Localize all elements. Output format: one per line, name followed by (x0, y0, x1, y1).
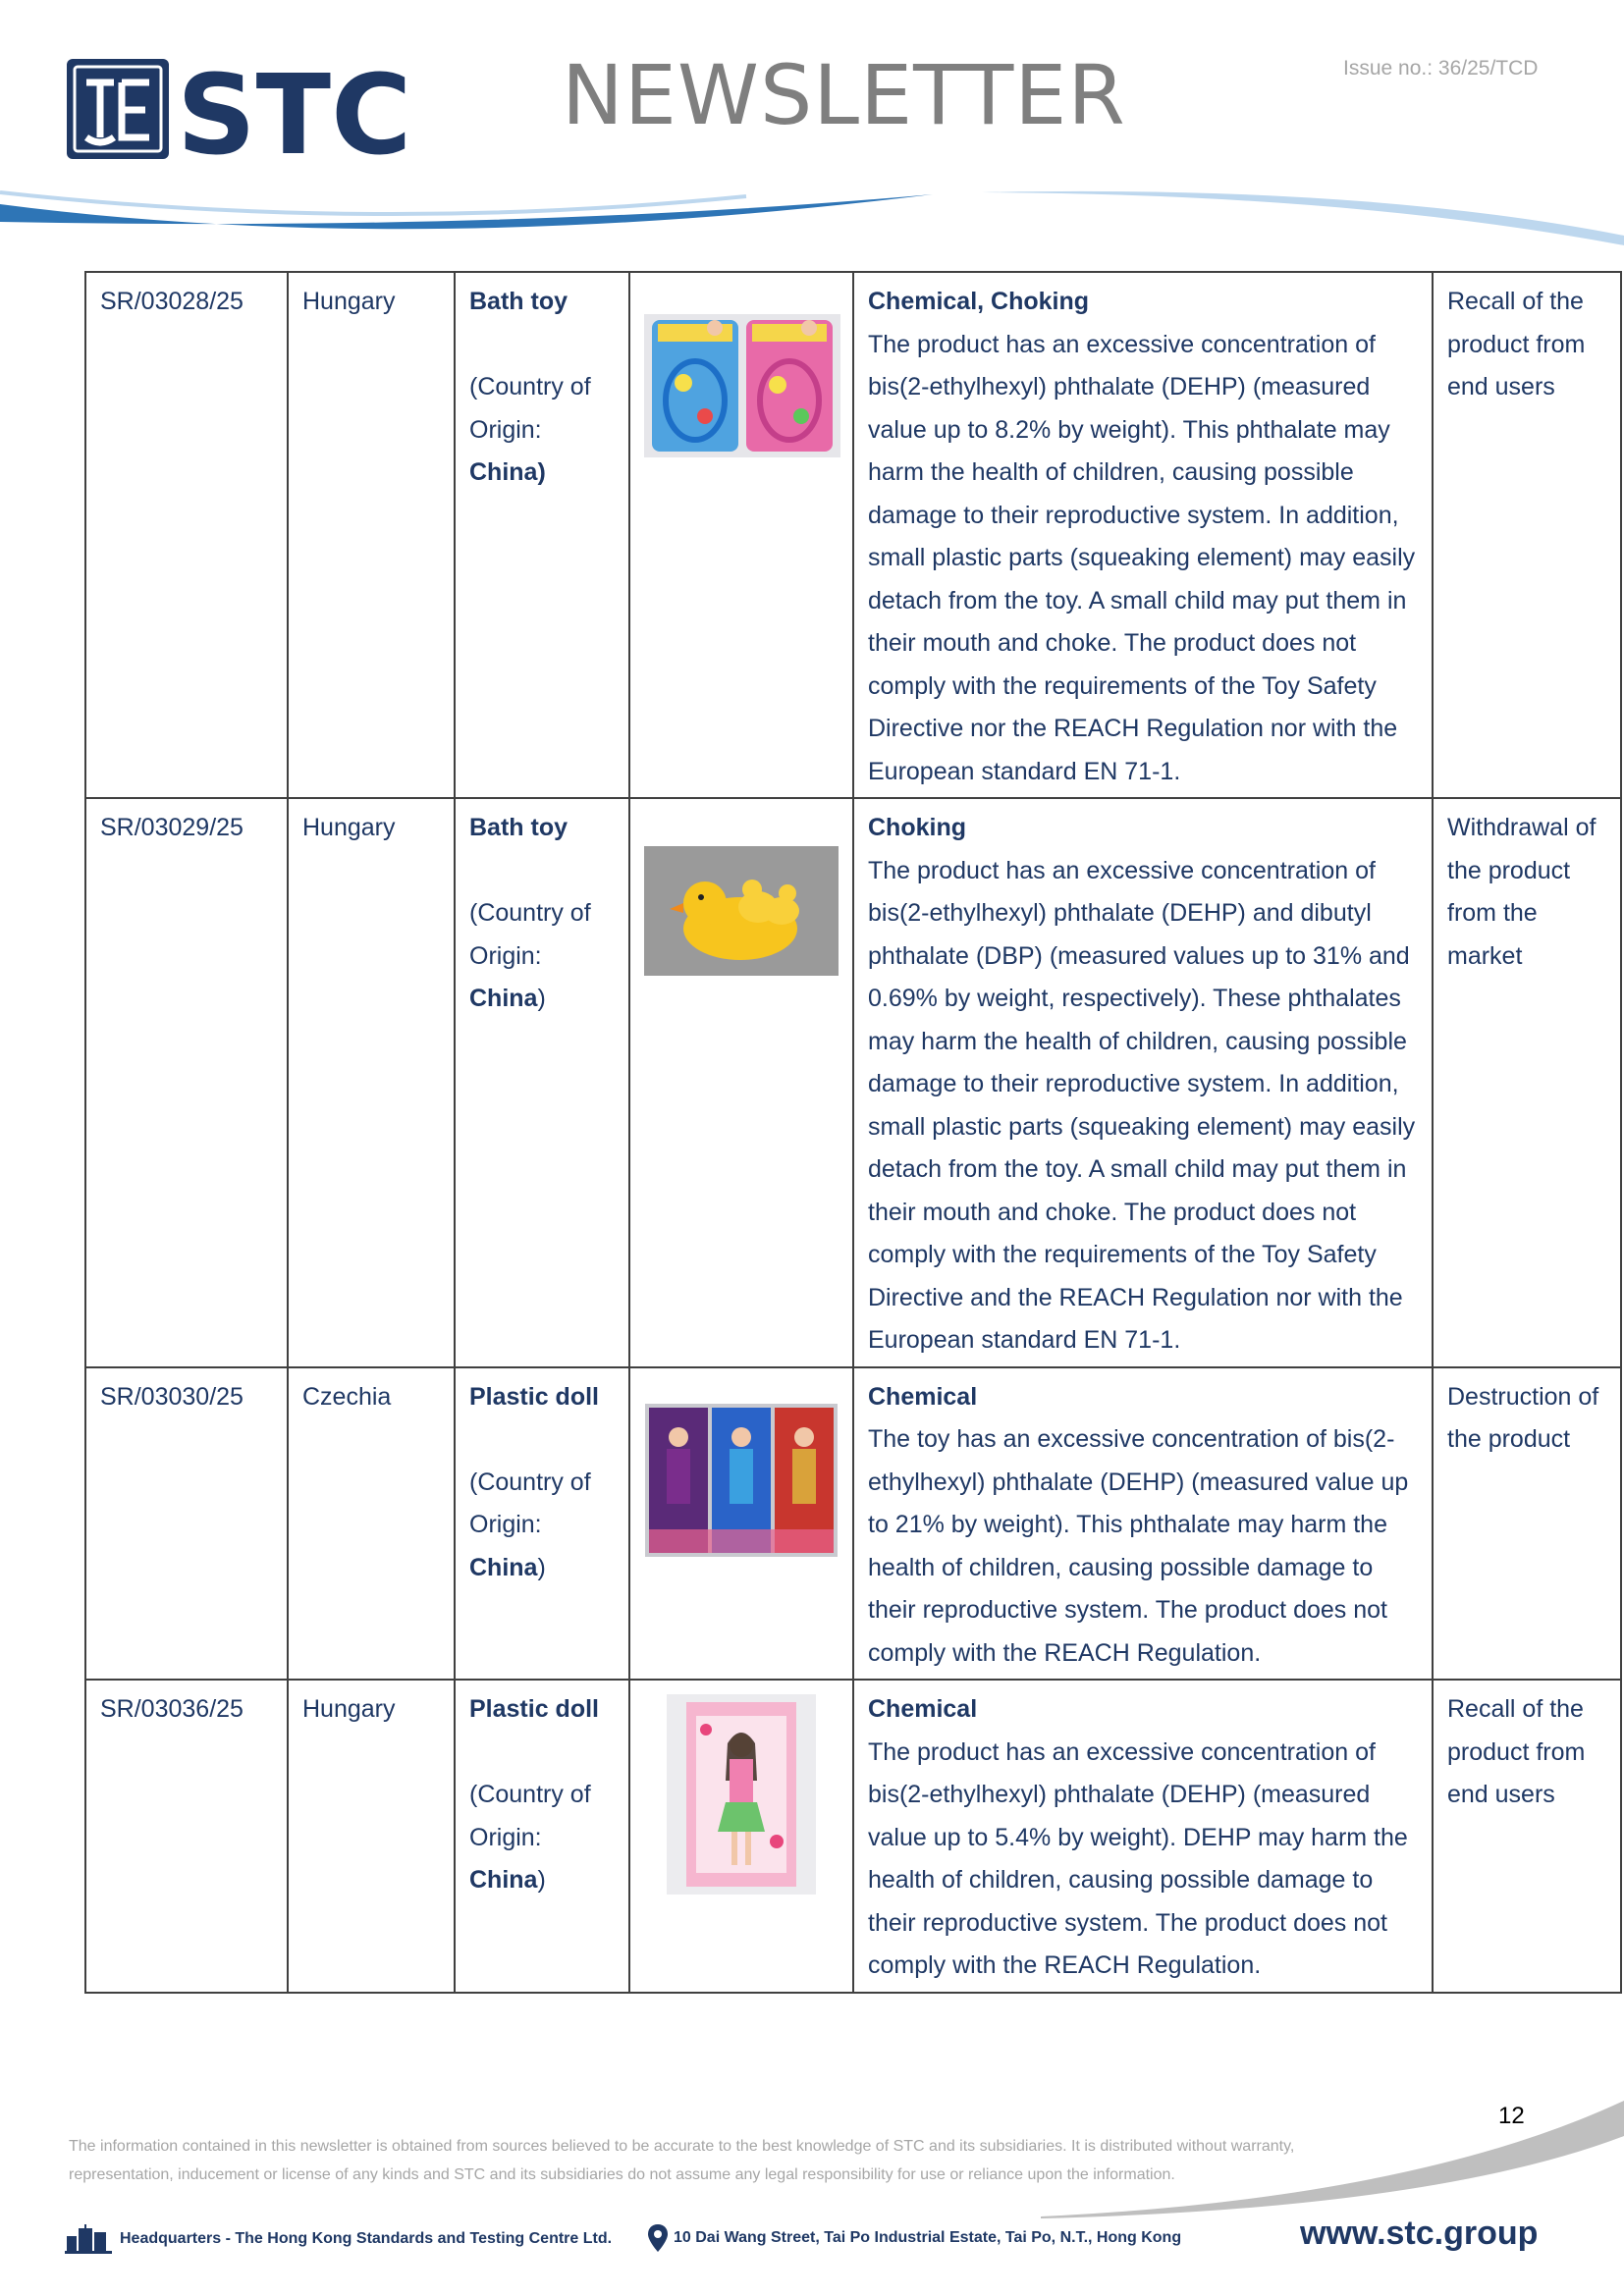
origin-value: China (469, 1553, 538, 1581)
table-row (85, 272, 1621, 798)
product-photo-cell (629, 1367, 853, 1681)
newsletter-title: NEWSLETTER (562, 47, 1126, 143)
stc-logo (67, 57, 460, 161)
origin-label: (Country of Origin: (469, 1468, 591, 1538)
svg-text:STC: STC (177, 57, 412, 161)
product-photo-cell (629, 798, 853, 1367)
rubber-duck-image (644, 846, 839, 976)
risk-cell (853, 1680, 1433, 1993)
fashion-dolls-image (645, 1404, 838, 1557)
address-text: 10 Dai Wang Street, Tai Po Industrial Estate, Tai Po, N.T., Hong Kong (674, 2229, 1182, 2246)
reference-number: SR/03030/25 (85, 1367, 288, 1681)
table-row (85, 1367, 1621, 1681)
risk-description: The product has an excessive concentration of bis(2-ethylhexyl) phthalate (DEHP) and dibutyl phthalate (DBP) (measured values up to 31% and 0.69% by weight, respectively). These phthalates may harm the health of children, causing possible damage to their reproductive system. In addition, small plastic parts (squeaking element) may easily detach from the toy. A small child may put them in their mouth and choke. The product does not comply with the requirements of the Toy Safety Directive and the REACH Regulation nor with the European standard EN 71-1. (868, 856, 1416, 1354)
product-photo-cell (629, 1680, 853, 1993)
product-name: Plastic doll (469, 1382, 599, 1411)
origin-close: ) (537, 1866, 546, 1894)
notifying-country: Hungary (288, 798, 455, 1367)
disclaimer: The information contained in this newsletter is obtained from sources believed to be accurate to the best knowledge of STC and its subsidiaries. It is distributed without warranty, representation, inducement or license of any kinds and STC and its subsidiaries do not assume any legal responsibility for use or reliance upon the information. (69, 2138, 1295, 2183)
product-name: Bath toy (469, 814, 568, 841)
headquarters-text: Headquarters - The Hong Kong Standards and Testing Centre Ltd. (120, 2230, 613, 2247)
product-cell (455, 1680, 629, 1993)
risk-cell (853, 1367, 1433, 1681)
risk-cell (853, 798, 1433, 1367)
location-pin-icon (648, 2224, 668, 2252)
origin-value: China) (469, 458, 546, 486)
product-cell (455, 1367, 629, 1681)
notifying-country: Hungary (288, 272, 455, 798)
measures-taken: Destruction of the product (1433, 1367, 1621, 1681)
risk-description: The product has an excessive concentration of bis(2-ethylhexyl) phthalate (DEHP) (measured value up to 8.2% by weight). This phthalate may harm the health of children, causing possible damage to their reproductive system. In addition, small plastic parts (squeaking element) may easily detach from the toy. A small child may put them in their mouth and choke. The product does not comply with the requirements of the Toy Safety Directive nor the REACH Regulation nor with the European standard EN 71-1. (868, 330, 1416, 785)
notifying-country: Hungary (288, 1680, 455, 1993)
recall-table (84, 271, 1622, 1994)
risk-description: The product has an excessive concentration of bis(2-ethylhexyl) phthalate (DEHP) (measured value up to 5.4% by weight). DEHP may harm the health of children, causing possible damage to their reproductive system. The product does not comply with the REACH Regulation. (868, 1737, 1408, 1979)
reference-number: SR/03029/25 (85, 798, 288, 1367)
origin-label: (Country of Origin: (469, 373, 591, 444)
notifying-country: Czechia (288, 1367, 455, 1681)
origin-close: ) (537, 985, 546, 1012)
origin-close: ) (537, 1553, 546, 1581)
reference-number: SR/03028/25 (85, 272, 288, 798)
product-name: Plastic doll (469, 1695, 599, 1723)
risk-type: Choking (868, 814, 966, 841)
product-photo-cell (629, 272, 853, 798)
measures-taken: Recall of the product from end users (1433, 1680, 1621, 1993)
issue-number: Issue no.: 36/25/TCD (1343, 57, 1539, 80)
origin-label: (Country of Origin: (469, 899, 591, 970)
product-cell (455, 272, 629, 798)
risk-type: Chemical (868, 1382, 978, 1411)
headquarters-info (65, 2224, 612, 2254)
table-row (85, 1680, 1621, 1993)
address-info (648, 2224, 1181, 2252)
product-cell (455, 798, 629, 1367)
risk-type: Chemical (868, 1695, 978, 1723)
risk-type: Chemical, Choking (868, 288, 1090, 315)
bath-toy-set-image (644, 314, 840, 457)
measures-taken: Recall of the product from end users (1433, 272, 1621, 798)
origin-value: China (469, 985, 538, 1012)
risk-cell (853, 272, 1433, 798)
header-swoosh (0, 185, 1624, 263)
origin-value: China (469, 1866, 538, 1894)
measures-taken: Withdrawal of the product from the market (1433, 798, 1621, 1367)
origin-label: (Country of Origin: (469, 1781, 591, 1851)
boxed-doll-image (667, 1694, 816, 1895)
website-link[interactable]: www.stc.group (1300, 2215, 1539, 2252)
reference-number: SR/03036/25 (85, 1680, 288, 1993)
product-name: Bath toy (469, 288, 568, 315)
building-icon (65, 2224, 114, 2254)
table-row (85, 798, 1621, 1367)
page-number: 12 (1498, 2103, 1525, 2129)
risk-description: The toy has an excessive concentration of bis(2-ethylhexyl) phthalate (DEHP) (measured value up to 21% by weight). This phthalate may harm the health of children, causing possible damage to their reproductive system. The product does not comply with the REACH Regulation. (868, 1425, 1409, 1667)
